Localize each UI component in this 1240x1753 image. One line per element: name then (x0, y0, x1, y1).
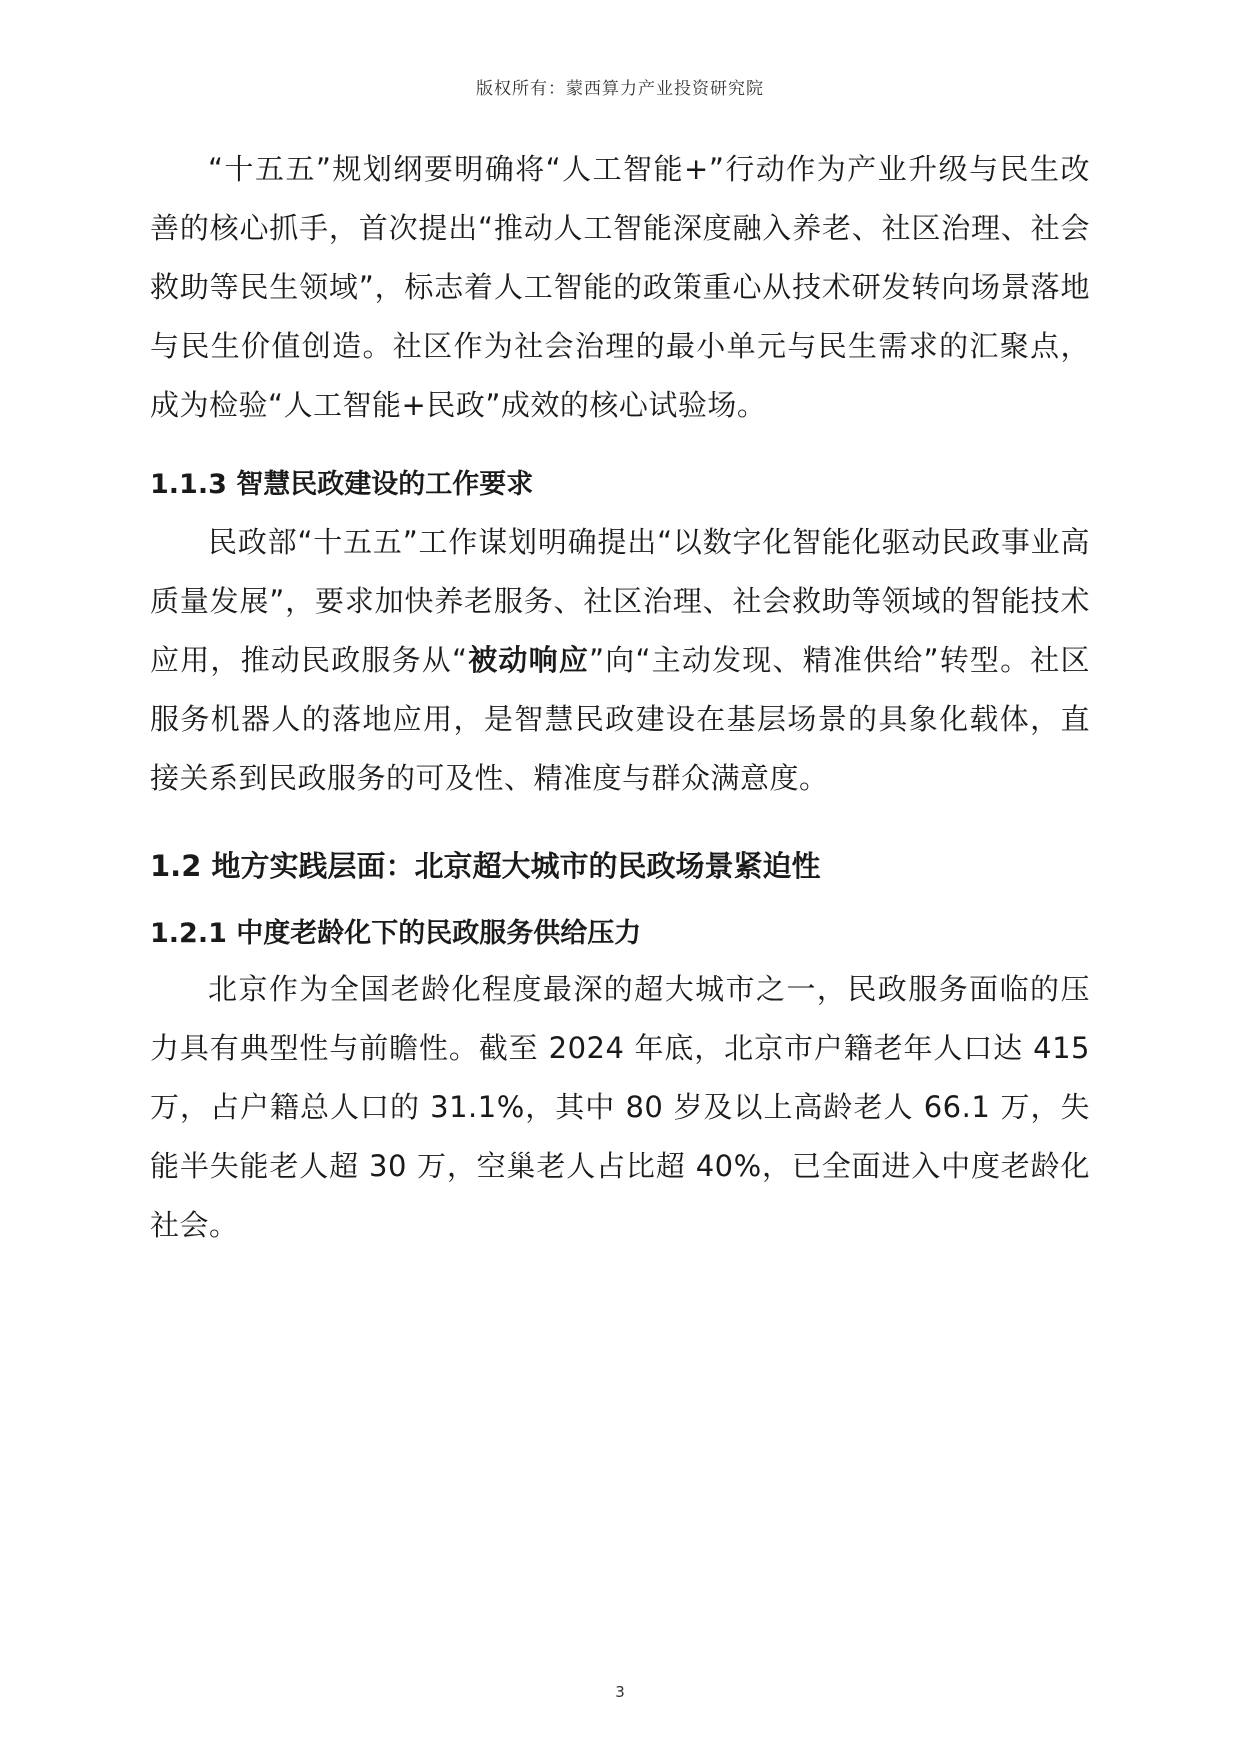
section-heading-1-1-3: 1.1.3 智慧民政建设的工作要求 (150, 469, 534, 500)
paragraph-beijing-aging: 北京作为全国老龄化程度最深的超大城市之一，民政服务面临的压力具有典型性与前瞻性。截至 2024 年底，北京市户籍老年人口达 415 万，占户籍总人口的 31.1%，其中 80 岁及以上高龄老人 66.1 万，失能半失能老人超 30 万，空巢老人占比超 40%，已全面进入中度老龄化社会。 (150, 972, 1090, 1242)
page-number: 3 (615, 1683, 625, 1701)
section-heading-1-2-1: 1.2.1 中度老龄化下的民政服务供给压力 (150, 918, 642, 949)
page-content (150, 140, 1090, 1255)
paragraph-smart-civil-affairs (150, 513, 1090, 808)
page-header: 版权所有：蒙西算力产业投资研究院 (476, 79, 764, 99)
paragraph-text-part: ”向“主动发现、精准供给”转型。社区服务机器人的落地应用，是智慧民政建设在基层场景的具象化载体，直接关系到民政服务的可及性、精准度与群众满意度。 (150, 643, 1090, 795)
paragraph-ai-plus-policy: “十五五”规划纲要明确将“人工智能+”行动作为产业升级与民生改善的核心抓手，首次提出“推动人工智能深度融入养老、社区治理、社会救助等民生领域”，标志着人工智能的政策重心从技术研发转向场景落地与民生价值创造。社区作为社会治理的最小单元与民生需求的汇聚点，成为检验“人工智能+民政”成效的核心试验场。 (150, 152, 1090, 422)
section-heading-1-2: 1.2 地方实践层面：北京超大城市的民政场景紧迫性 (150, 849, 821, 883)
paragraph-text-part: 民政部“十五五”工作谋划明确提出“以数字化智能化驱动民政事业高质量发展”，要求加快养老服务、社区治理、社会救助等领域的智能技术应用，推动民政服务从“ (150, 525, 1090, 677)
bold-term: 被动响应 (467, 643, 590, 677)
